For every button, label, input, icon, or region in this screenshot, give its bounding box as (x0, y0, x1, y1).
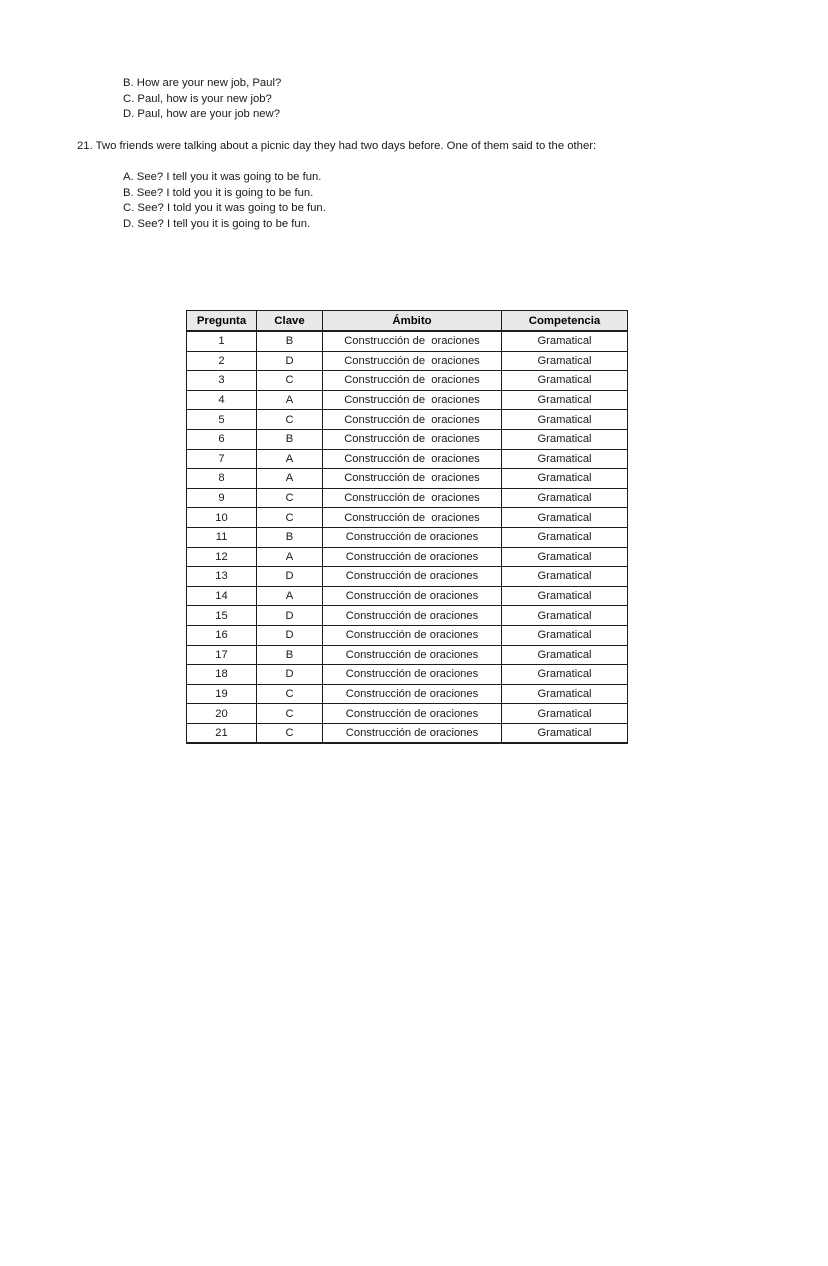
table-header-row (187, 311, 628, 332)
cell-clave: C (257, 723, 323, 743)
cell-competencia: Gramatical (502, 567, 628, 587)
cell-clave: B (257, 429, 323, 449)
table-row (187, 645, 628, 665)
column-header-clave: Clave (257, 311, 323, 332)
cell-ambito: Construcción de oraciones (323, 331, 502, 351)
cell-competencia: Gramatical (502, 645, 628, 665)
cell-competencia: Gramatical (502, 371, 628, 391)
cell-clave: D (257, 567, 323, 587)
cell-pregunta: 6 (187, 429, 257, 449)
cell-pregunta: 14 (187, 586, 257, 606)
table-header (187, 311, 628, 332)
cell-clave: C (257, 410, 323, 430)
cell-ambito: Construcción de oraciones (323, 586, 502, 606)
table-row (187, 704, 628, 724)
cell-ambito: Construcción de oraciones (323, 665, 502, 685)
cell-ambito: Construcción de oraciones (323, 508, 502, 528)
cell-pregunta: 15 (187, 606, 257, 626)
table-row (187, 351, 628, 371)
table-row (187, 390, 628, 410)
cell-competencia: Gramatical (502, 665, 628, 685)
cell-pregunta: 16 (187, 625, 257, 645)
table-row (187, 527, 628, 547)
table-row (187, 586, 628, 606)
cell-clave: A (257, 449, 323, 469)
table-row (187, 606, 628, 626)
table-row (187, 488, 628, 508)
cell-competencia: Gramatical (502, 586, 628, 606)
cell-competencia: Gramatical (502, 625, 628, 645)
cell-clave: D (257, 606, 323, 626)
cell-ambito: Construcción de oraciones (323, 429, 502, 449)
cell-competencia: Gramatical (502, 704, 628, 724)
cell-pregunta: 21 (187, 723, 257, 743)
cell-ambito: Construcción de oraciones (323, 410, 502, 430)
table-row (187, 331, 628, 351)
table-row (187, 449, 628, 469)
cell-competencia: Gramatical (502, 331, 628, 351)
cell-clave: A (257, 469, 323, 489)
cell-clave: C (257, 684, 323, 704)
table-row (187, 723, 628, 743)
answer-key-table-container (186, 310, 627, 744)
table-row (187, 665, 628, 685)
cell-ambito: Construcción de oraciones (323, 351, 502, 371)
cell-pregunta: 7 (187, 449, 257, 469)
cell-competencia: Gramatical (502, 527, 628, 547)
cell-clave: D (257, 665, 323, 685)
cell-clave: B (257, 331, 323, 351)
cell-competencia: Gramatical (502, 508, 628, 528)
cell-pregunta: 18 (187, 665, 257, 685)
cell-pregunta: 17 (187, 645, 257, 665)
cell-ambito: Construcción de oraciones (323, 547, 502, 567)
cell-competencia: Gramatical (502, 684, 628, 704)
option-item-d: D. See? I tell you it is going to be fun. (123, 217, 311, 230)
cell-competencia: Gramatical (502, 488, 628, 508)
question-21-stem: 21. Two friends were talking about a picnic day they had two days before. One of them said to the other: (77, 140, 597, 152)
table-row (187, 625, 628, 645)
cell-clave: A (257, 390, 323, 410)
cell-pregunta: 3 (187, 371, 257, 391)
cell-competencia: Gramatical (502, 469, 628, 489)
cell-competencia: Gramatical (502, 429, 628, 449)
cell-competencia: Gramatical (502, 390, 628, 410)
table-row (187, 547, 628, 567)
cell-ambito: Construcción de oraciones (323, 449, 502, 469)
cell-competencia: Gramatical (502, 351, 628, 371)
table-row (187, 429, 628, 449)
cell-pregunta: 13 (187, 567, 257, 587)
question-21-options (123, 170, 326, 232)
table-row (187, 508, 628, 528)
cell-ambito: Construcción de oraciones (323, 488, 502, 508)
cell-ambito: Construcción de oraciones (323, 625, 502, 645)
column-header-competencia: Competencia (502, 311, 628, 332)
table-row (187, 567, 628, 587)
cell-pregunta: 11 (187, 527, 257, 547)
cell-ambito: Construcción de oraciones (323, 390, 502, 410)
option-item: B. How are your new job, Paul? (123, 77, 282, 89)
cell-ambito: Construcción de oraciones (323, 723, 502, 743)
cell-pregunta: 1 (187, 331, 257, 351)
cell-clave: A (257, 547, 323, 567)
cell-clave: B (257, 645, 323, 665)
cell-clave: A (257, 586, 323, 606)
cell-pregunta: 12 (187, 547, 257, 567)
cell-clave: C (257, 704, 323, 724)
cell-ambito: Construcción de oraciones (323, 567, 502, 587)
cell-competencia: Gramatical (502, 547, 628, 567)
previous-question-options (123, 76, 281, 123)
table-row (187, 410, 628, 430)
column-header-ambito: Ámbito (323, 311, 502, 332)
cell-clave: D (257, 351, 323, 371)
table-row (187, 469, 628, 489)
option-item-a: A. See? I tell you it was going to be fun. (123, 171, 322, 183)
cell-pregunta: 19 (187, 684, 257, 704)
table-body (187, 331, 628, 743)
cell-pregunta: 2 (187, 351, 257, 371)
table-row (187, 371, 628, 391)
cell-clave: C (257, 371, 323, 391)
cell-clave: B (257, 527, 323, 547)
cell-ambito: Construcción de oraciones (323, 645, 502, 665)
cell-ambito: Construcción de oraciones (323, 527, 502, 547)
cell-competencia: Gramatical (502, 606, 628, 626)
cell-competencia: Gramatical (502, 723, 628, 743)
cell-clave: C (257, 488, 323, 508)
option-item: C. Paul, how is your new job? (123, 92, 272, 105)
cell-pregunta: 8 (187, 469, 257, 489)
cell-ambito: Construcción de oraciones (323, 704, 502, 724)
cell-competencia: Gramatical (502, 410, 628, 430)
answer-key-table (186, 310, 628, 744)
cell-clave: C (257, 508, 323, 528)
option-item: D. Paul, how are your job new? (123, 108, 280, 121)
option-item-b: B. See? I told you it is going to be fun. (123, 186, 314, 199)
cell-pregunta: 10 (187, 508, 257, 528)
cell-pregunta: 20 (187, 704, 257, 724)
cell-ambito: Construcción de oraciones (323, 684, 502, 704)
cell-competencia: Gramatical (502, 449, 628, 469)
table-row (187, 684, 628, 704)
cell-pregunta: 9 (187, 488, 257, 508)
cell-ambito: Construcción de oraciones (323, 606, 502, 626)
cell-ambito: Construcción de oraciones (323, 469, 502, 489)
cell-clave: D (257, 625, 323, 645)
cell-pregunta: 4 (187, 390, 257, 410)
column-header-pregunta: Pregunta (187, 311, 257, 332)
cell-ambito: Construcción de oraciones (323, 371, 502, 391)
cell-pregunta: 5 (187, 410, 257, 430)
option-item-c: C. See? I told you it was going to be fun. (123, 202, 326, 215)
